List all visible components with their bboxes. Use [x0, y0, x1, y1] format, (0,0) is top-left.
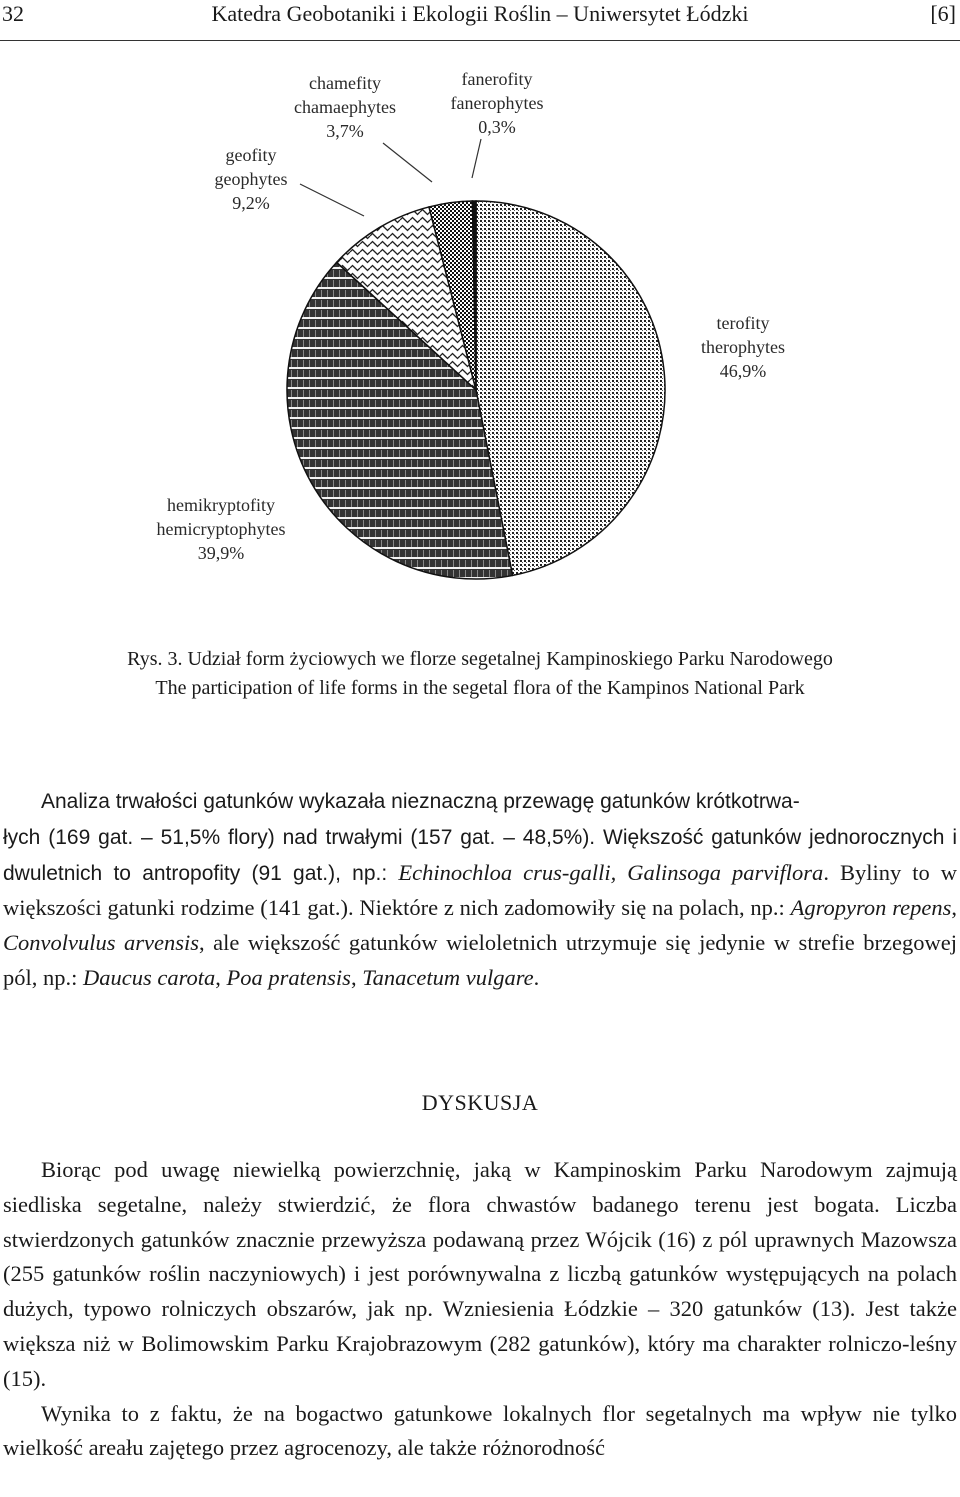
running-title: Katedra Geobotaniki i Ekologii Roślin – Uniwersytet Łódzki	[211, 1, 749, 26]
value-hemicryptophytes: 39,9%	[197, 543, 245, 563]
section-heading-dyskusja: DYSKUSJA	[421, 1090, 539, 1115]
paragraph-discussion-1: Biorąc pod uwagę niewielką powierzchnię, jaką w Kampinoskim Parku Narodowym zajmują siedliska segetalne, należy stwierdzić, że flora chwastów badanego terenu jest bogata. Liczba stwierdzonych gatunków znacznie przewyższa podawaną przez Wójcik (16) z pól uprawnych Mazowsza (255 gatunków roślin naczyniowych) i jest porównywalna z liczbą gatunków występujących na polach dużych, typowo rolniczych obszarów, jak np. Wzniesienia Łódzkie – 320 gatunków (13). Jest także większa niż w Bolimowskim Parku Krajobrazowym (282 gatunków), który ma charakter rolniczo-leśny (15).	[3, 1157, 957, 1391]
label-fanerophytes: fanerophytes	[450, 93, 544, 113]
label-hemikryptofity: hemikryptofity	[167, 495, 275, 515]
value-chamaephytes: 3,7%	[326, 121, 364, 141]
leader-line-chamaephytes	[383, 143, 432, 182]
leader-line-fanerophytes	[472, 139, 481, 178]
label-hemicryptophytes: hemicryptophytes	[156, 519, 286, 539]
life-forms-pie-chart	[0, 44, 960, 629]
paragraph-discussion-2: Wynika to z faktu, że na bogactwo gatunkowe lokalnych flor segetalnych ma wpływ nie tylko wielkość areału zajętego przez agrocenozy, ale także różnorodność	[3, 1400, 957, 1461]
label-chamaephytes: chamaephytes	[294, 97, 396, 117]
reference-number: [6]	[930, 1, 956, 26]
label-therophytes: therophytes	[701, 337, 785, 357]
label-terofity: terofity	[716, 313, 770, 333]
species-tanacetum-vulgare: Tanacetum vulgare	[362, 964, 534, 990]
paragraph-discussion	[3, 1153, 957, 1466]
pie-slice-therophytes	[476, 201, 665, 575]
page-number: 32	[2, 1, 24, 26]
paragraph-first-line: Analiza trwałości gatunków wykazała nieznaczną przewagę gatunków krótkotrwa-	[41, 790, 800, 813]
pie-slices	[287, 201, 665, 579]
slice-label-geophytes	[215, 145, 288, 213]
figure-caption-pl: Rys. 3. Udział form życiowych we florze segetalnej Kampinoskiego Parku Narodowego	[127, 648, 833, 670]
paragraph-body: łych (169 gat. – 51,5% flory) nad trwałymi (157 gat. – 48,5%). Większość gatunków jednorocznych i dwuletnich to antropofity (91 gat.), np.: Echinochloa crus-galli, Galinsoga parviflora. Byliny to w większości gatunki rodzime (141 gat.). Niektóre z nich zadomowiły się na polach, np.: Agropyron repens, Convolvulus arvensis, ale większość gatunków wieloletnich utrzymuje się jedynie w strefie brzegowej pól, np.: Daucus carota, Poa pratensis, Tanacetum vulgare.	[3, 825, 957, 990]
paragraph-life-span-analysis	[3, 785, 957, 996]
figure-caption-en: The participation of life forms in the segetal flora of the Kampinos National Park	[155, 677, 805, 699]
value-therophytes: 46,9%	[719, 361, 767, 381]
species-echinochloa-galinsoga: Echinochloa crus-galli, Galinsoga parviflora	[398, 859, 824, 885]
value-geophytes: 9,2%	[232, 193, 270, 213]
paragraph-sans-part: łych (169 gat. – 51,5% flory) nad trwałymi (157 gat. – 48,5%). Większość gatunków jednorocznych i dwuletnich to antropofity (91 gat.), np.:	[3, 825, 957, 885]
species-poa-pratensis: Poa pratensis	[226, 964, 351, 990]
leader-line-geophytes	[300, 184, 364, 216]
slice-label-hemicryptophytes	[157, 495, 286, 563]
label-geofity: geofity	[225, 145, 277, 165]
slice-label-therophytes	[701, 313, 785, 381]
label-geophytes: geophytes	[214, 169, 288, 189]
running-header	[0, 0, 960, 41]
value-fanerophytes: 0,3%	[478, 117, 516, 137]
label-chamefity: chamefity	[309, 73, 381, 93]
species-agropyron-repens: Agropyron repens	[790, 895, 952, 921]
slice-label-chamaephytes	[294, 73, 396, 141]
species-daucus-carota: Daucus carota	[83, 964, 216, 990]
label-fanerofity: fanerofity	[461, 69, 533, 89]
species-convolvulus-arvensis: Convolvulus arvensis	[3, 930, 199, 956]
slice-label-fanerophytes	[451, 69, 544, 137]
